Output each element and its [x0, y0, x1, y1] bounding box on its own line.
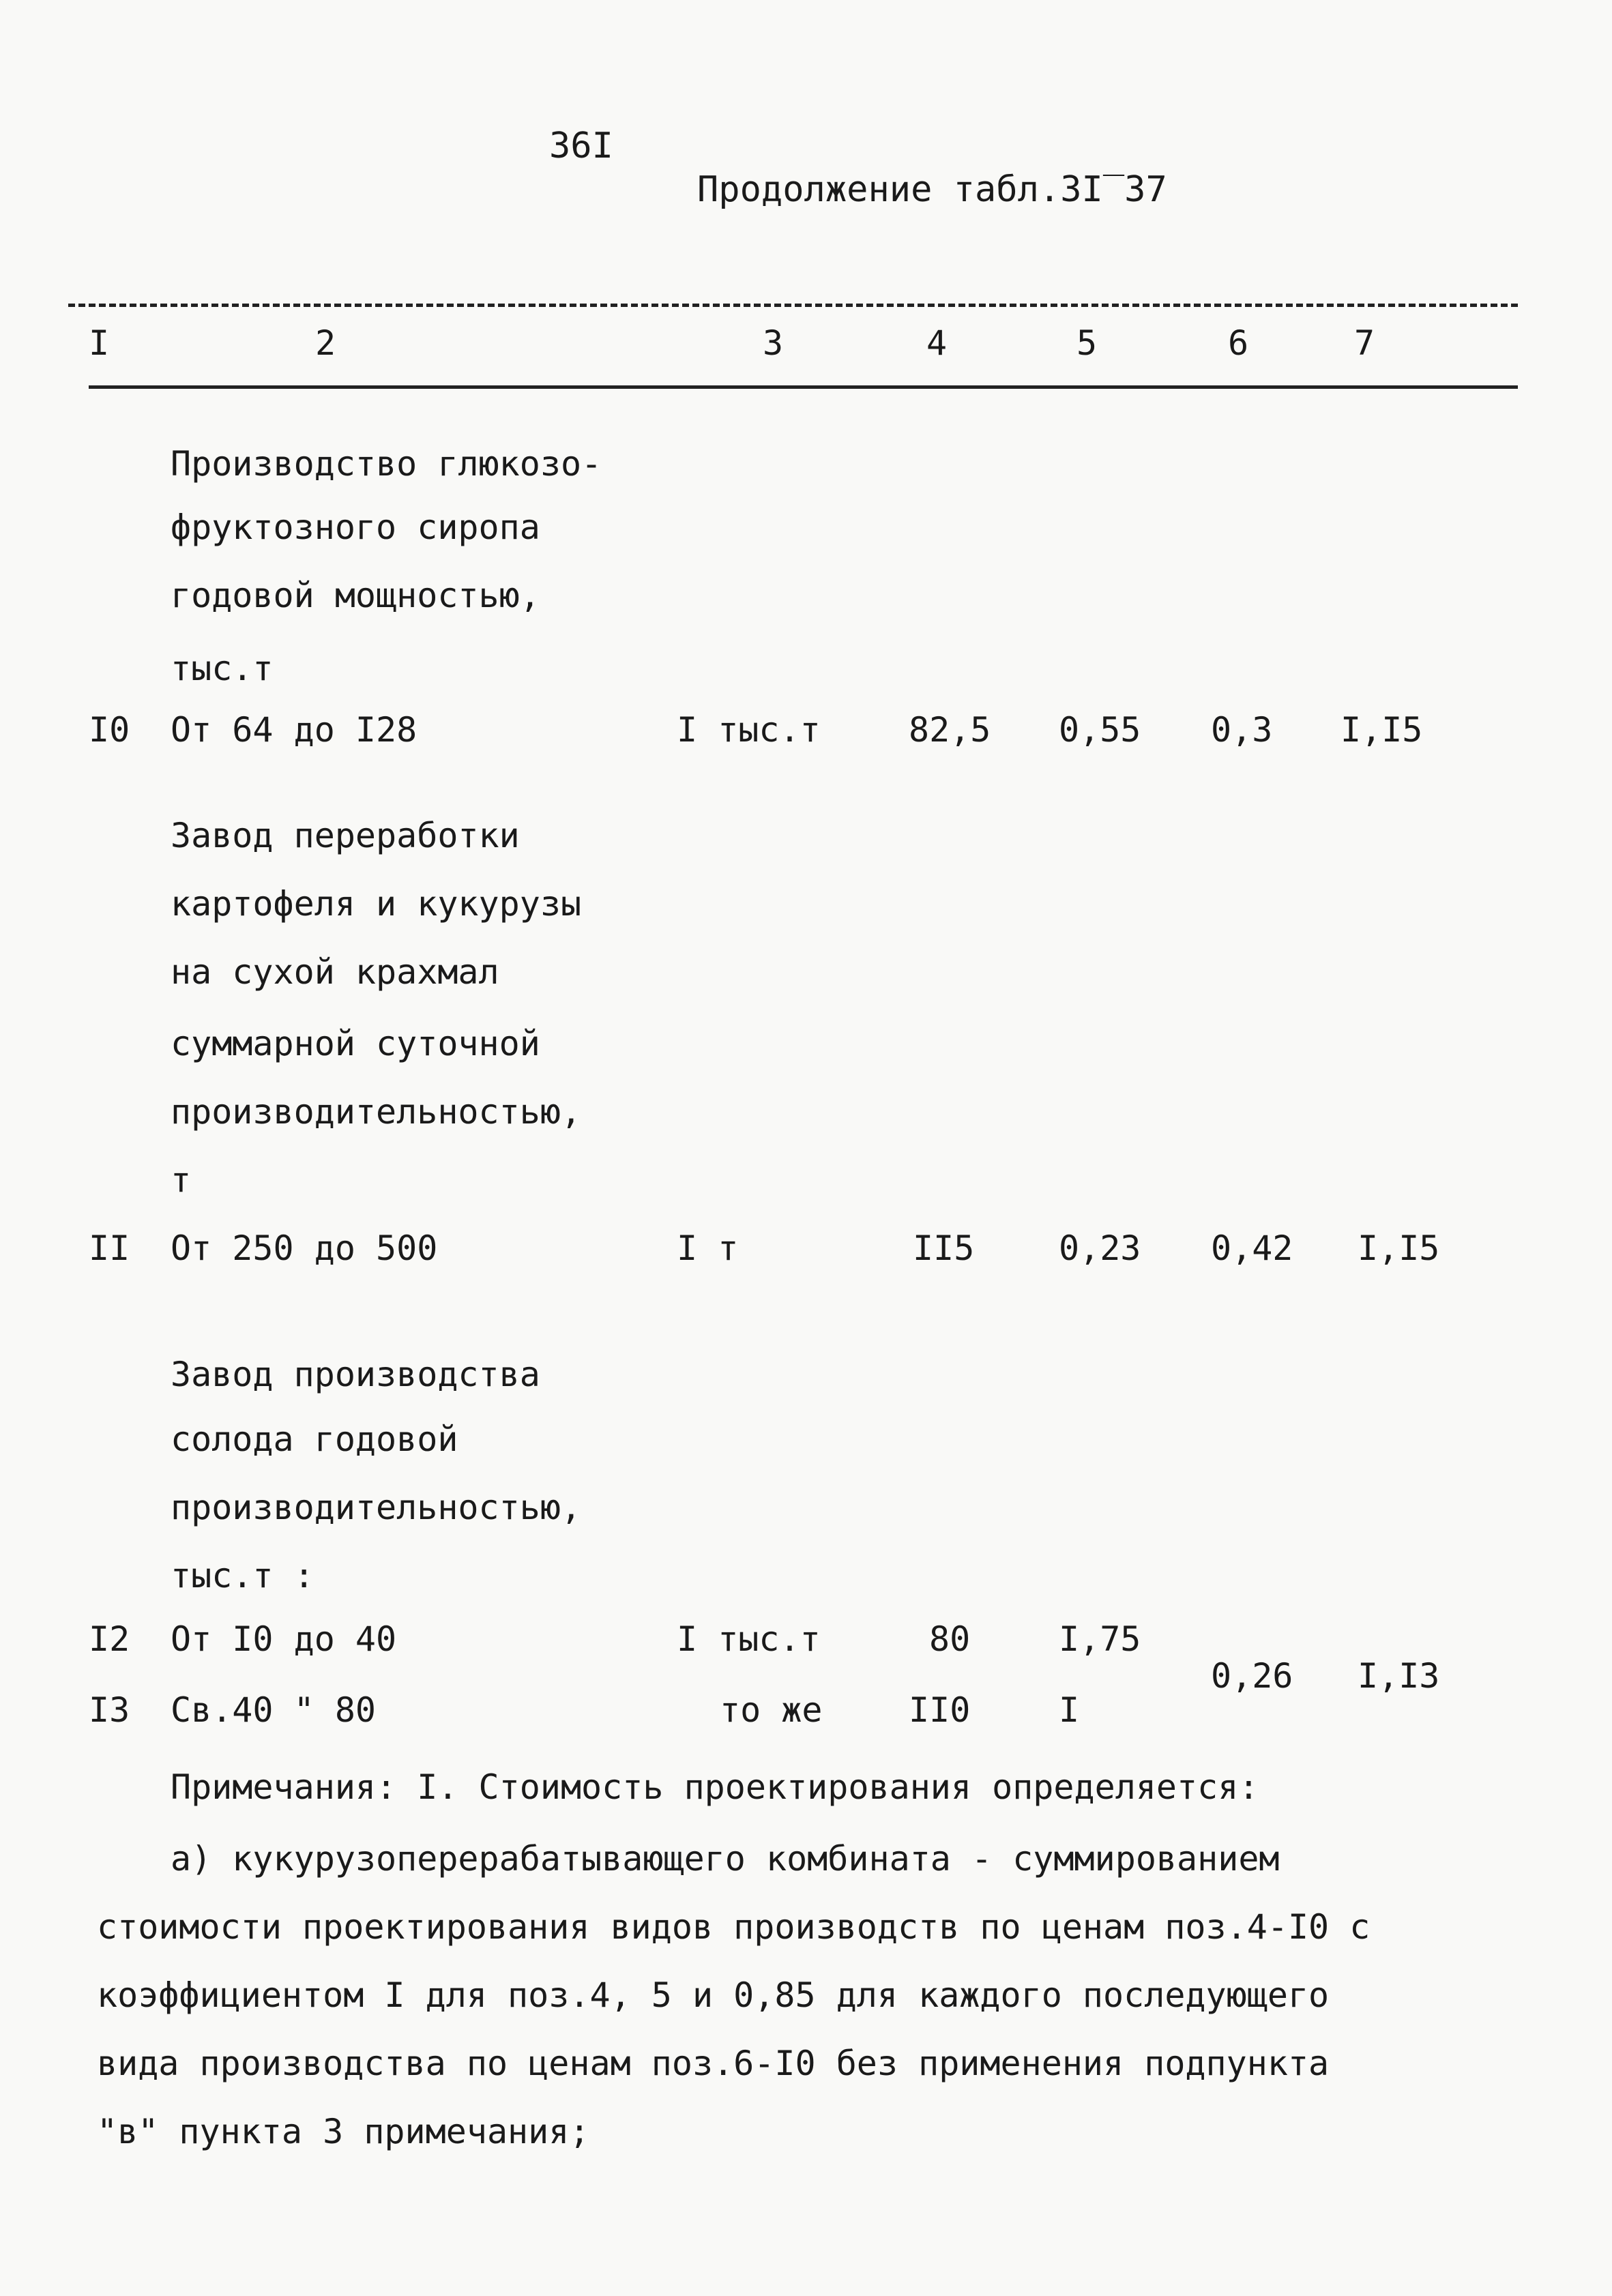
row-name: От I0 до 40 [171, 1619, 397, 1659]
group-heading-line: Завод производства [171, 1355, 540, 1394]
notes-line: вида производства по ценам поз.6-I0 без применения подпункта [97, 2044, 1330, 2083]
row-col4: II0 [909, 1690, 971, 1730]
row-col4: 82,5 [909, 710, 991, 750]
row-unit: то же [720, 1690, 823, 1730]
row-unit: I т [677, 1228, 739, 1268]
group-heading-line: Завод переработки [171, 816, 520, 855]
row-position: I2 [89, 1619, 130, 1659]
group-heading-line: на сухой крахмал [171, 952, 499, 992]
row-position: I3 [89, 1690, 130, 1730]
row-col5: I,75 [1059, 1619, 1141, 1659]
notes-line: а) кукурузоперерабатывающего комбината - суммированием [171, 1839, 1280, 1879]
table-continuation-title: Продолжение табл.3I‾37 [697, 169, 1167, 210]
row-col4: 80 [929, 1619, 971, 1659]
row-col6: 0,42 [1211, 1228, 1293, 1268]
notes-heading: Примечания: I. Стоимость проектирования определяется: [171, 1767, 1259, 1807]
group-heading-line: годовой мощностью, [171, 576, 540, 615]
col-header-5: 5 [1076, 323, 1098, 363]
row-name: Св.40 " 80 [171, 1690, 377, 1730]
group-heading-line: производительностью, [171, 1488, 582, 1527]
table-top-rule [68, 304, 1518, 307]
notes-line: стоимости проектирования видов производств по ценам поз.4-I0 с [97, 1907, 1371, 1947]
row-col5: 0,55 [1059, 710, 1141, 750]
row-col6: 0,3 [1211, 710, 1273, 750]
notes-line: коэффициентом I для поз.4, 5 и 0,85 для каждого последующего [97, 1975, 1330, 2015]
shared-col7-value: I,I3 [1358, 1656, 1440, 1696]
group-heading-line: тыс.т [171, 649, 274, 688]
row-col7: I,I5 [1340, 710, 1423, 750]
notes-line: "в" пункта 3 примечания; [97, 2112, 590, 2151]
row-col7: I,I5 [1358, 1228, 1440, 1268]
row-col4: II5 [913, 1228, 975, 1268]
group-heading-line: суммарной суточной [171, 1024, 540, 1063]
group-heading-line: производительностью, [171, 1092, 582, 1132]
group-heading-line: картофеля и кукурузы [171, 884, 582, 924]
group-heading-line: т [171, 1160, 192, 1200]
row-name: От 250 до 500 [171, 1228, 438, 1268]
col-header-3: 3 [763, 323, 784, 363]
group-heading-line: солода годовой [171, 1419, 458, 1459]
table-header-rule [89, 385, 1518, 389]
row-position: I0 [89, 710, 130, 750]
page-number: 36I [549, 126, 613, 166]
row-position: II [89, 1228, 130, 1268]
col-header-2: 2 [315, 323, 336, 363]
shared-col6-value: 0,26 [1211, 1656, 1293, 1696]
row-unit: I тыс.т [677, 710, 821, 750]
row-col5: I [1059, 1690, 1080, 1730]
row-name: От 64 до I28 [171, 710, 417, 750]
col-header-6: 6 [1228, 323, 1249, 363]
group-heading-line: фруктозного сиропа [171, 507, 540, 547]
col-header-4: 4 [926, 323, 948, 363]
row-col5: 0,23 [1059, 1228, 1141, 1268]
group-heading-line: тыс.т : [171, 1556, 314, 1595]
row-unit: I тыс.т [677, 1619, 821, 1659]
col-header-1: I [89, 323, 110, 363]
group-heading-line: Производство глюкозо- [171, 444, 602, 484]
col-header-7: 7 [1354, 323, 1375, 363]
